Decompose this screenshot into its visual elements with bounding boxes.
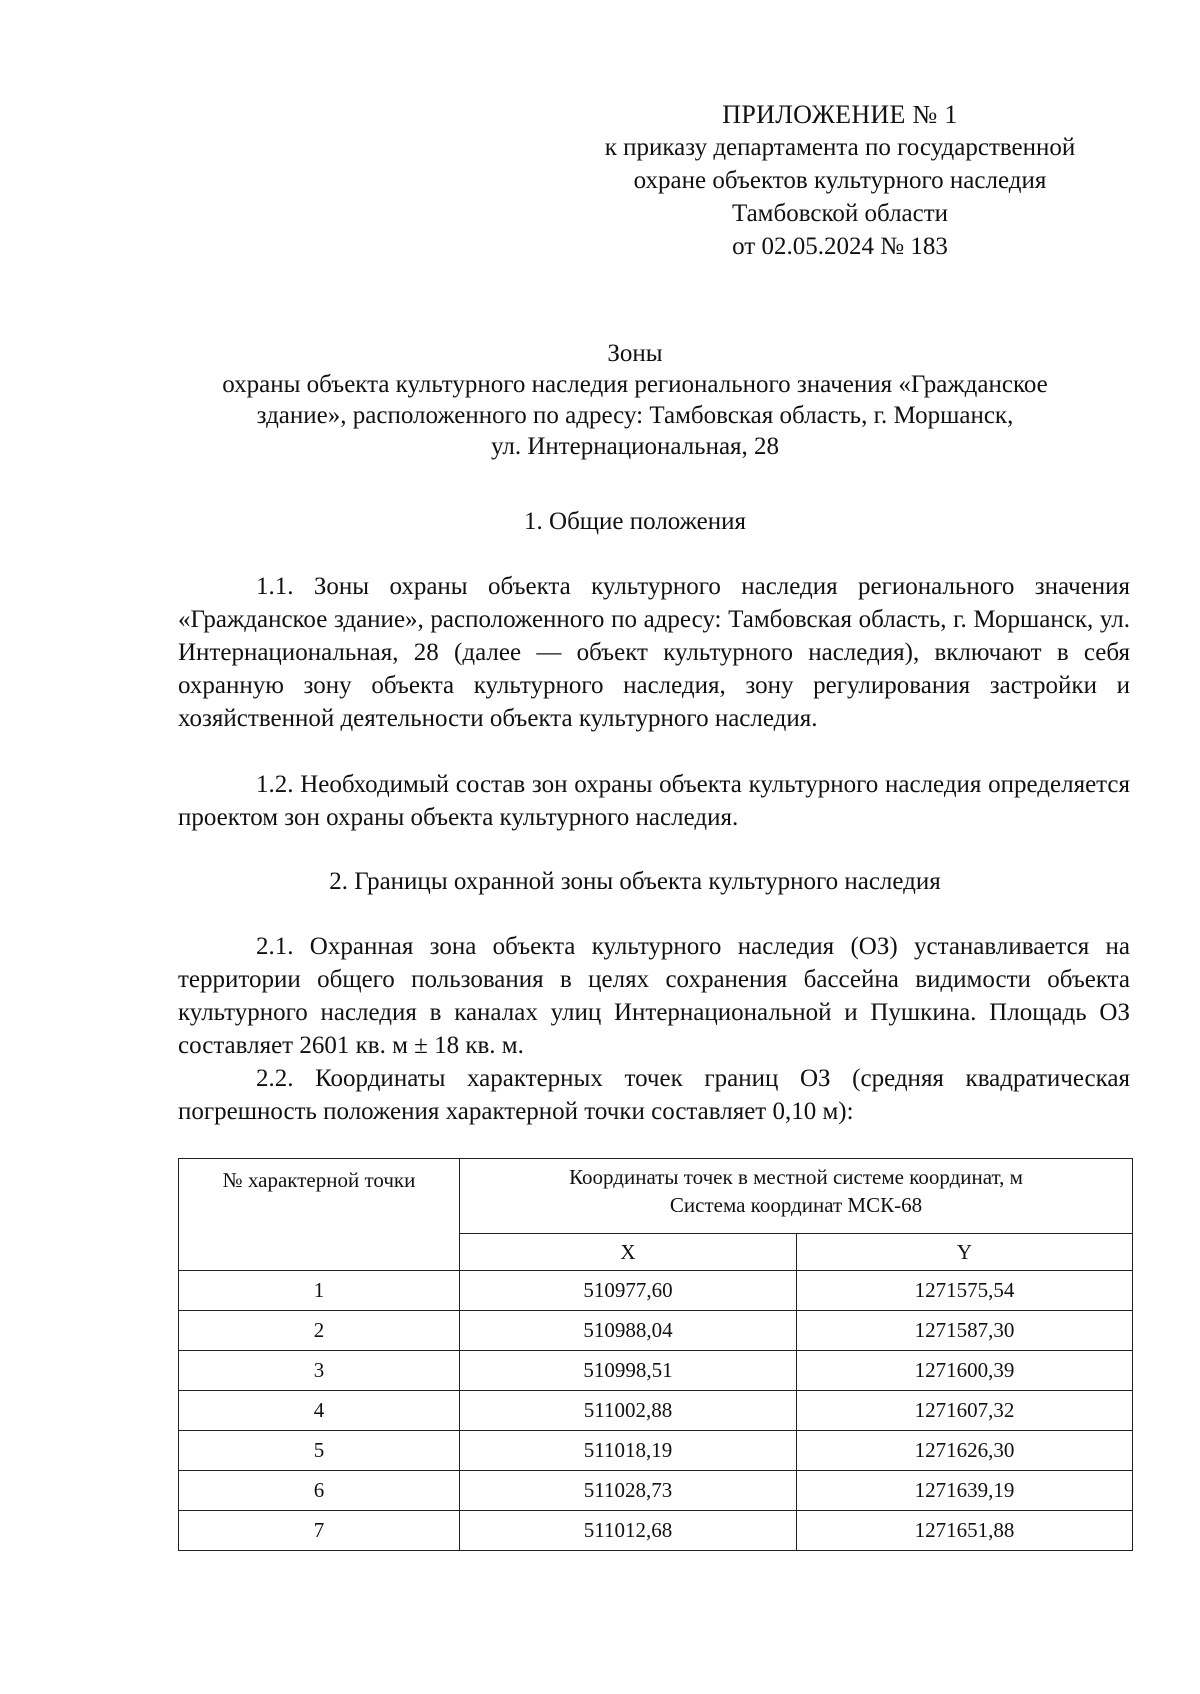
appendix-line-2: охране объектов культурного наследия	[633, 167, 1047, 194]
point-number: 1	[179, 1271, 460, 1311]
x-coordinate: 510977,60	[460, 1271, 797, 1311]
x-coordinate: 511018,19	[460, 1431, 797, 1471]
title-line-4: ул. Интернациональная, 28	[490, 433, 780, 460]
coordinates-table	[178, 1158, 1133, 1551]
y-coordinate: 1271626,30	[797, 1431, 1133, 1471]
table-row	[179, 1431, 1133, 1471]
y-coordinate: 1271639,19	[797, 1471, 1133, 1511]
column-header-y: Y	[797, 1234, 1133, 1271]
x-coordinate: 510988,04	[460, 1311, 797, 1351]
title-line-3: здание», расположенного по адресу: Тамбовская область, г. Моршанск,	[256, 402, 1014, 429]
point-number: 3	[179, 1351, 460, 1391]
column-header-coordinates	[460, 1159, 1133, 1234]
table-row	[179, 1351, 1133, 1391]
column-header-point: № характерной точки	[179, 1159, 460, 1271]
point-number: 2	[179, 1311, 460, 1351]
appendix-header	[560, 98, 1120, 263]
y-coordinate: 1271607,32	[797, 1391, 1133, 1431]
appendix-line-4: от 02.05.2024 № 183	[732, 233, 948, 260]
x-coordinate: 511002,88	[460, 1391, 797, 1431]
table-row	[179, 1511, 1133, 1551]
paragraph-2-2: 2.2. Координаты характерных точек границ ОЗ (средняя квадратическая погрешность положения характерной точки составляет 0,10 м):	[178, 1065, 1130, 1125]
point-number: 7	[179, 1511, 460, 1551]
y-coordinate: 1271600,39	[797, 1351, 1133, 1391]
coordinates-header-line-2: Система координат МСК-68	[669, 1193, 923, 1217]
table-row	[179, 1471, 1133, 1511]
paragraph-2-1: 2.1. Охранная зона объекта культурного наследия (ОЗ) устанавливается на территории общего пользования в целях сохранения бассейна видимости объекта культурного наследия в каналах улиц Интернациональной и Пушкина. Площадь ОЗ составляет 2601 кв. м ± 18 кв. м.	[178, 933, 1130, 1059]
y-coordinate: 1271651,88	[797, 1511, 1133, 1551]
coordinates-header-line-1: Координаты точек в местной системе координат, м	[569, 1165, 1023, 1189]
section-1-heading: 1. Общие положения	[524, 508, 746, 535]
point-number: 5	[179, 1431, 460, 1471]
table-row	[179, 1311, 1133, 1351]
x-coordinate: 511012,68	[460, 1511, 797, 1551]
appendix-line-3: Тамбовской области	[731, 200, 949, 227]
x-coordinate: 511028,73	[460, 1471, 797, 1511]
y-coordinate: 1271587,30	[797, 1311, 1133, 1351]
title-line-2: охраны объекта культурного наследия регионального значения «Гражданское	[222, 371, 1048, 398]
column-header-x: X	[460, 1234, 797, 1271]
title-line-1: Зоны	[607, 340, 663, 367]
table-row	[179, 1271, 1133, 1311]
appendix-line-1: к приказу департамента по государственной	[604, 134, 1076, 161]
document-title	[170, 338, 1100, 462]
appendix-heading: ПРИЛОЖЕНИЕ № 1	[722, 100, 958, 129]
y-coordinate: 1271575,54	[797, 1271, 1133, 1311]
paragraph-1-2: 1.2. Необходимый состав зон охраны объекта культурного наследия определяется проектом зон охраны объекта культурного наследия.	[178, 771, 1130, 831]
point-number: 4	[179, 1391, 460, 1431]
section-2-heading: 2. Границы охранной зоны объекта культурного наследия	[329, 868, 941, 895]
table-row	[179, 1391, 1133, 1431]
paragraph-1-1: 1.1. Зоны охраны объекта культурного наследия регионального значения «Гражданское здание», расположенного по адресу: Тамбовская область, г. Моршанск, ул. Интернациональная, 28 (далее — объект культурного наследия), включают в себя охранную зону объекта культурного наследия, зону регулирования застройки и хозяйственной деятельности объекта культурного наследия.	[178, 573, 1130, 732]
x-coordinate: 510998,51	[460, 1351, 797, 1391]
point-number: 6	[179, 1471, 460, 1511]
